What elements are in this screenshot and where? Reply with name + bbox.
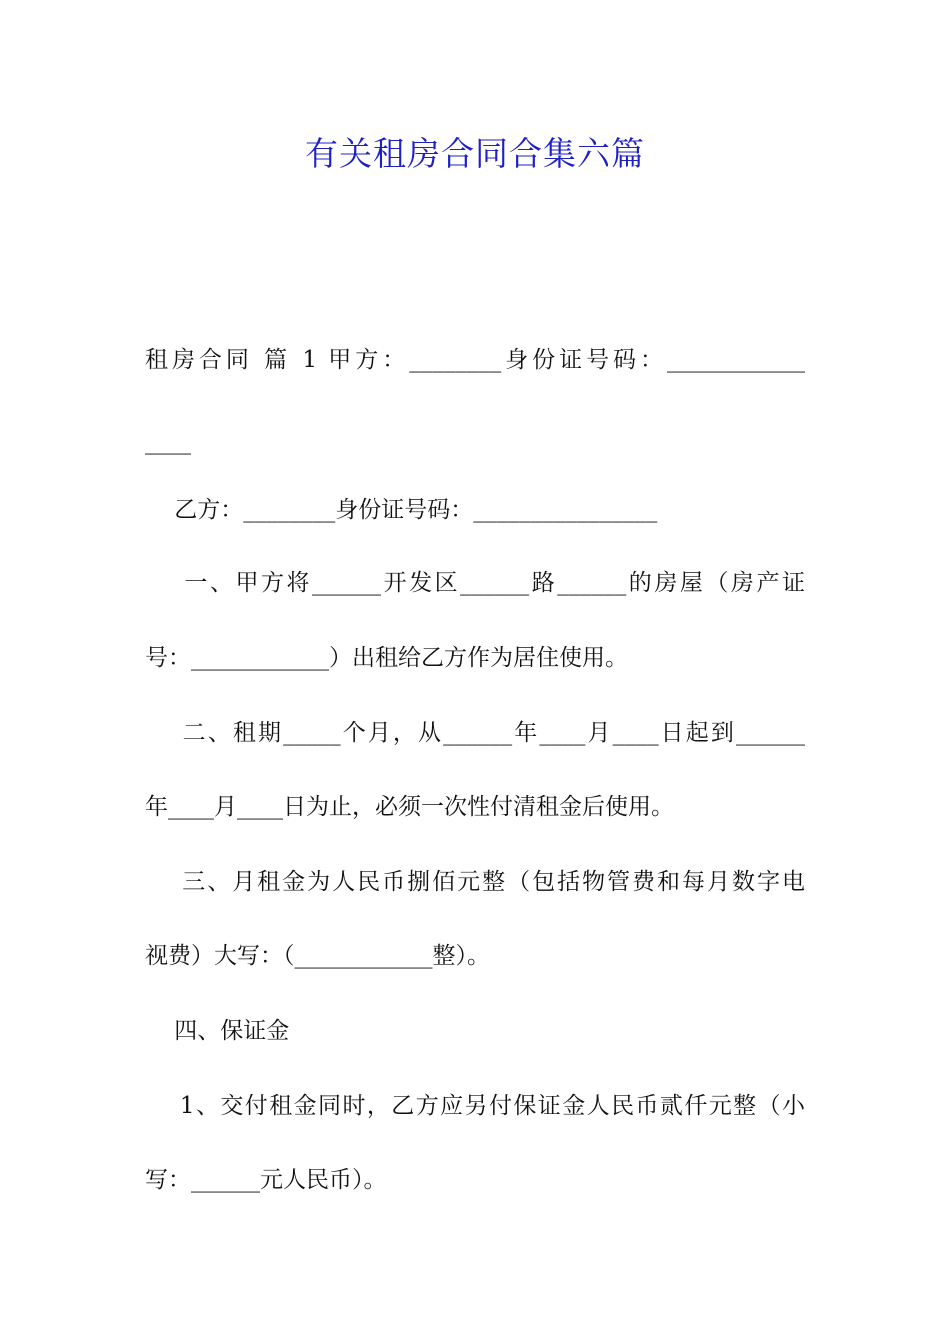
text-line: 三、月租金为人民币捌佰元整（包括物管费和每月数字电 [145,869,805,895]
text-line: 1、交付租金同时，乙方应另付保证金人民币贰仟元整（小 [145,1093,805,1119]
text-line: 一、甲方将______开发区______路______的房屋（房产证 [145,570,805,596]
text-line: 二、租期_____个月，从______年____月____日起到______ [145,720,805,746]
text-line: 写：______元人民币）。 [145,1167,387,1193]
text-line: ____ [145,429,191,455]
text-line: 租房合同 篇 1 甲方：________身份证号码：____________ [145,347,805,373]
text-line: 年____月____日为止，必须一次性付清租金后使用。 [145,794,674,820]
text-line: 乙方：________身份证号码：________________ [145,497,658,523]
document-title: 有关租房合同合集六篇 [305,134,645,173]
text-line: 号：____________）出租给乙方作为居住使用。 [145,645,628,671]
text-line: 四、保证金 [145,1018,290,1044]
text-line: 视费）大写：（____________整）。 [145,943,490,969]
